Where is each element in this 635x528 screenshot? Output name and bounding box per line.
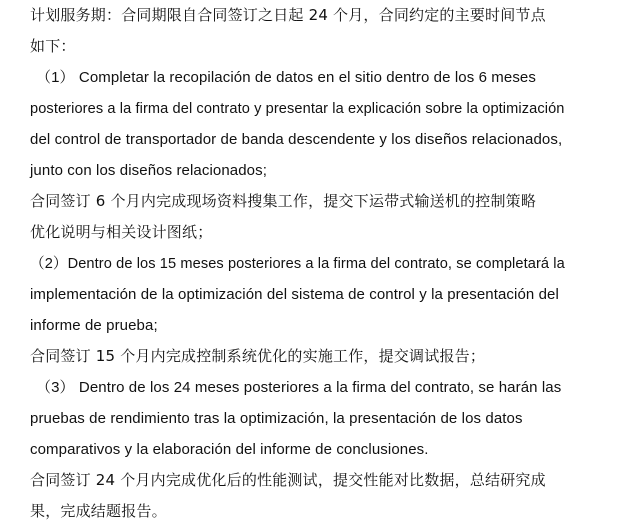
item-2-cn-line-1: 合同签订 15 个月内完成控制系统优化的实施工作，提交调试报告； — [30, 347, 486, 365]
item-3-cn-line-2: 果，完成结题报告。 — [30, 502, 167, 520]
item-1-cn-line-1: 合同签订 6 个月内完成现场资料搜集工作，提交下运带式输送机的控制策略 — [30, 192, 537, 210]
item-1-es-line-1: （1） Completar la recopilación de datos en el sitio dentro de los 6 meses — [36, 69, 536, 86]
item-1-es-line-2: posteriores a la firma del contrato y presentar la explicación sobre la optimización — [30, 100, 565, 117]
intro-line-2: 如下： — [30, 37, 76, 55]
item-3-es-line-3: comparativos y la elaboración del informe de conclusiones. — [30, 441, 429, 458]
item-2-es-line-3: informe de prueba; — [30, 317, 158, 334]
intro-line-1: 计划服务期：合同期限自合同签订之日起 24 个月，合同约定的主要时间节点 — [30, 6, 546, 24]
item-3-cn-line-1: 合同签订 24 个月内完成优化后的性能测试，提交性能对比数据，总结研究成 — [30, 471, 546, 489]
item-1-es-line-3: del control de transportador de banda descendente y los diseños relacionados, — [30, 131, 563, 148]
item-1-cn-line-2: 优化说明与相关设计图纸； — [30, 223, 213, 241]
item-1-es-line-4: junto con los diseños relacionados; — [30, 162, 267, 179]
document-body — [30, 0, 565, 527]
item-3-es-line-2: pruebas de rendimiento tras la optimización, la presentación de los datos — [30, 410, 523, 427]
item-3-es-line-1: （3） Dentro de los 24 meses posteriores a la firma del contrato, se harán las — [36, 379, 562, 396]
item-2-es-line-2: implementación de la optimización del sistema de control y la presentación del — [30, 286, 559, 303]
item-2-es-line-1: （2）Dentro de los 15 meses posteriores a la firma del contrato, se completará la — [30, 255, 565, 272]
